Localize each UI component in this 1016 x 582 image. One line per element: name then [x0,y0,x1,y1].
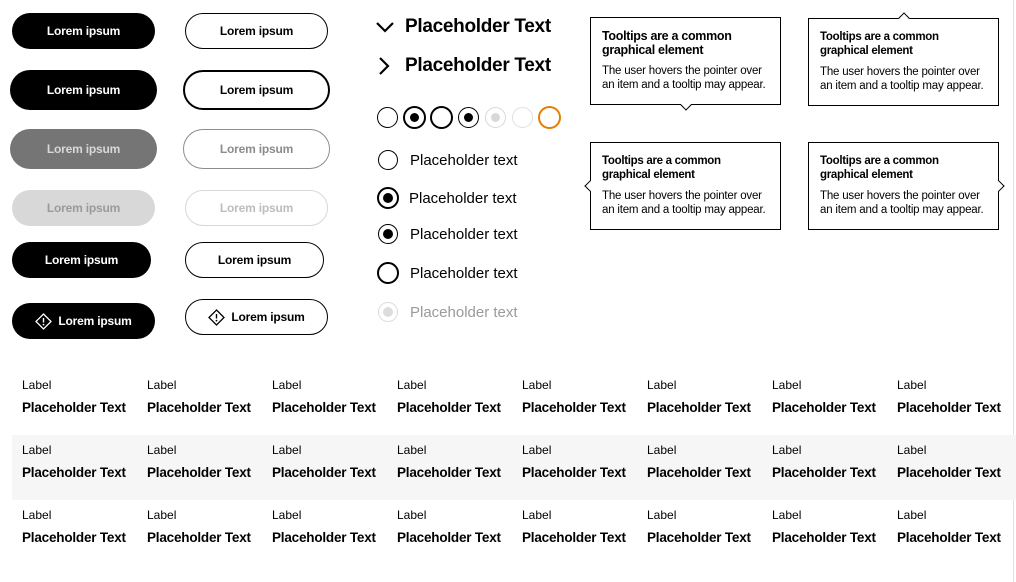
tooltip-pointer-right [808,142,999,230]
radio-option-3[interactable] [378,224,518,244]
cell-label: Label [147,378,177,392]
radio-button[interactable] [378,302,398,322]
cell-label: Label [147,443,177,457]
cell-label: Label [272,378,302,392]
tooltip-pointer-left [590,142,781,230]
radio-button[interactable] [378,224,398,244]
cell-label: Label [897,443,927,457]
cell-value: Placeholder Text [522,465,626,480]
cell-label: Label [22,508,52,522]
radio-disabled[interactable] [512,107,533,128]
cell-value: Placeholder Text [897,465,1001,480]
radio-button[interactable] [377,187,399,209]
tooltip-pointer [898,12,909,23]
cell-value: Placeholder Text [397,530,501,545]
radio-option-label: Placeholder text [410,303,518,321]
secondary-button[interactable]: Lorem ipsum [185,13,328,49]
cell-label: Label [522,378,552,392]
radio-unselected[interactable] [377,107,398,128]
cell-value: Placeholder Text [522,400,626,415]
secondary-icon-button-label: Lorem ipsum [231,310,305,324]
table-row [12,435,1016,500]
secondary-button-disabled-light[interactable]: Lorem ipsum [185,190,328,226]
table-row [12,500,1016,565]
cell-value: Placeholder Text [397,465,501,480]
alert-diamond-icon [208,309,225,326]
cell-label: Label [772,378,802,392]
tooltip-body: The user hovers the pointer over an item and a tooltip may appear. [602,65,766,91]
radio-option-1[interactable] [378,150,518,170]
cell-label: Label [522,443,552,457]
cell-value: Placeholder Text [897,400,1001,415]
tooltip-pointer-top [808,18,999,106]
primary-button-large[interactable]: Lorem ipsum [10,70,157,110]
cell-label: Label [272,508,302,522]
cell-label: Label [897,508,927,522]
table-row [12,370,1016,435]
cell-value: Placeholder Text [397,400,501,415]
alert-diamond-icon [35,313,52,330]
cell-label: Label [522,508,552,522]
accordion-expanded-label: Placeholder Text [405,16,551,37]
primary-button-small[interactable]: Lorem ipsum [12,242,151,278]
cell-label: Label [22,378,52,392]
cell-label: Label [22,443,52,457]
cell-value: Placeholder Text [272,465,376,480]
accordion-collapsed-label: Placeholder Text [405,55,551,76]
tooltip-title: Tooltips are a common graphical element [602,155,721,181]
primary-button-disabled-light[interactable]: Lorem ipsum [12,190,155,226]
cell-value: Placeholder Text [22,530,126,545]
radio-option-label: Placeholder text [410,151,518,169]
cell-value: Placeholder Text [22,400,126,415]
radio-selected-small[interactable] [458,107,479,128]
tooltip-body: The user hovers the pointer over an item and a tooltip may appear. [602,190,766,216]
cell-value: Placeholder Text [147,400,251,415]
cell-label: Label [647,508,677,522]
cell-value: Placeholder Text [272,530,376,545]
radio-option-2[interactable] [377,187,517,209]
tooltip-pointer [680,99,691,110]
cell-value: Placeholder Text [147,465,251,480]
chevron-down-icon [375,20,395,34]
radio-option-label: Placeholder text [409,189,517,207]
cell-value: Placeholder Text [272,400,376,415]
primary-button-disabled[interactable]: Lorem ipsum [10,129,157,169]
radio-selected[interactable] [403,106,426,129]
cell-label: Label [397,378,427,392]
cell-value: Placeholder Text [22,465,126,480]
radio-hover[interactable] [430,106,453,129]
radio-option-label: Placeholder text [410,225,518,243]
cell-label: Label [397,443,427,457]
cell-value: Placeholder Text [522,530,626,545]
cell-value: Placeholder Text [647,530,751,545]
cell-value: Placeholder Text [147,530,251,545]
tooltip-pointer-bottom [590,17,781,105]
cell-label: Label [647,378,677,392]
tooltip-body: The user hovers the pointer over an item and a tooltip may appear. [820,66,984,92]
radio-focus[interactable] [538,106,561,129]
tooltip-pointer [993,180,1004,191]
cell-value: Placeholder Text [647,465,751,480]
primary-icon-button-label: Lorem ipsum [58,314,132,328]
radio-option-label: Placeholder text [410,264,518,282]
radio-disabled-selected[interactable] [485,107,506,128]
radio-button[interactable] [378,150,398,170]
tooltip-body: The user hovers the pointer over an item and a tooltip may appear. [820,190,984,216]
cell-label: Label [147,508,177,522]
cell-label: Label [897,378,927,392]
cell-value: Placeholder Text [772,400,876,415]
radio-button[interactable] [377,262,399,284]
radio-option-5[interactable] [378,302,518,322]
cell-value: Placeholder Text [897,530,1001,545]
radio-option-4[interactable] [377,262,518,284]
tooltip-title: Tooltips are a common graphical element [602,29,732,57]
cell-label: Label [772,443,802,457]
cell-value: Placeholder Text [772,465,876,480]
cell-label: Label [272,443,302,457]
secondary-button-small[interactable]: Lorem ipsum [185,242,324,278]
accordion-header-collapsed[interactable] [375,54,551,78]
secondary-icon-button[interactable] [185,299,328,335]
primary-icon-button[interactable] [12,303,155,339]
secondary-button-disabled[interactable]: Lorem ipsum [183,129,330,169]
cell-label: Label [397,508,427,522]
cell-value: Placeholder Text [772,530,876,545]
tooltip-title: Tooltips are a common graphical element [820,155,939,181]
cell-label: Label [647,443,677,457]
cell-value: Placeholder Text [647,400,751,415]
primary-button[interactable]: Lorem ipsum [12,13,155,49]
secondary-button-hover[interactable]: Lorem ipsum [183,70,330,110]
cell-label: Label [772,508,802,522]
tooltip-pointer [584,180,595,191]
accordion-header-expanded[interactable] [375,15,551,39]
tooltip-title: Tooltips are a common graphical element [820,31,939,57]
chevron-right-icon [375,55,395,77]
